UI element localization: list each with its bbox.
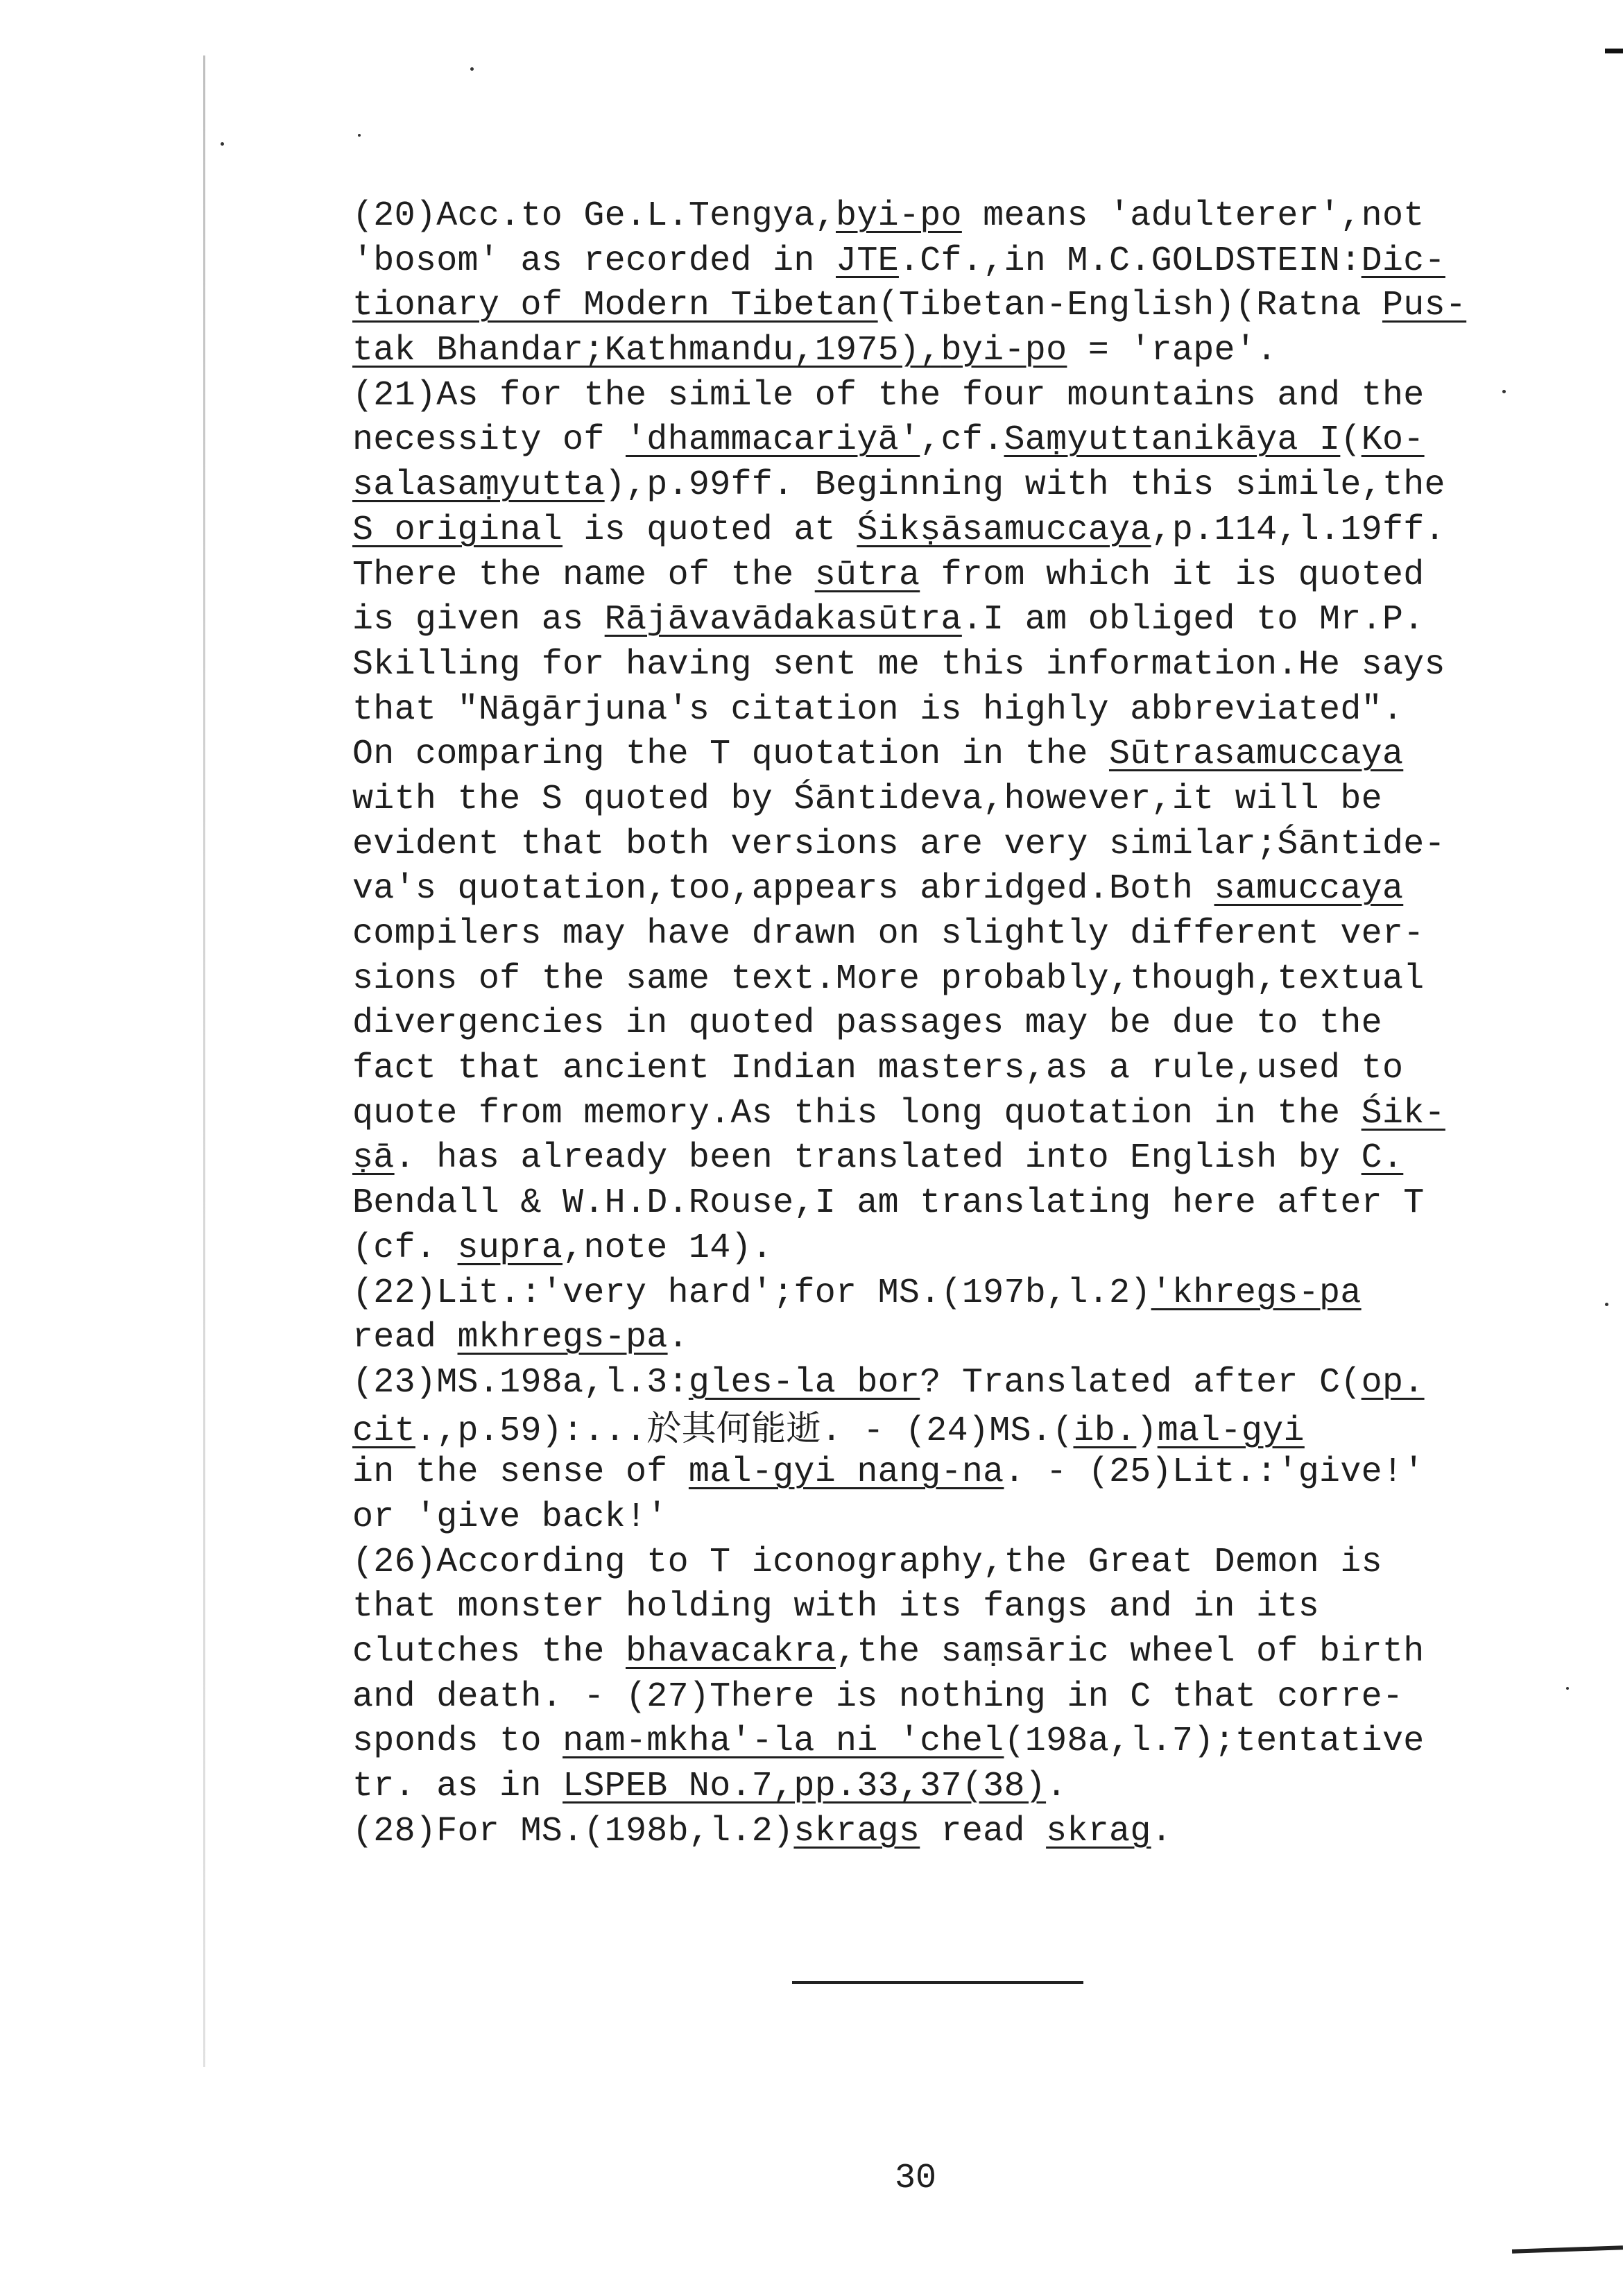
text-run: clutches the [352,1632,626,1672]
underlined-term: samuccaya [1214,869,1404,909]
text-run: (Tibetan-English)(Ratna [877,286,1382,326]
text-run: On comparing the T quotation in the [352,735,1109,775]
underlined-term: byi-po [941,331,1067,371]
end-rule [792,1981,1083,1984]
text-line [352,643,1573,688]
underlined-term: salasaṃyutta [352,465,605,506]
text-line [352,1675,1573,1720]
text-run: sions of the same text.More probably,though,textual [352,959,1425,999]
underlined-term: bhavacakra [625,1632,836,1672]
underlined-term: supra [457,1228,563,1268]
text-run: ) [1136,1411,1158,1451]
underlined-term: C. [1361,1138,1404,1179]
underlined-term: LSPEB No.7,pp.33,37(38) [563,1767,1047,1807]
underlined-term: ib. [1073,1411,1137,1451]
underlined-term: Saṃyuttanikāya I [1004,420,1341,461]
underlined-term: sūtra [814,555,920,595]
text-run: . [1151,1811,1172,1851]
text-run: . [667,1318,689,1358]
underlined-term: S original [352,510,563,550]
underlined-term: ṣā [352,1138,395,1179]
text-line [352,329,1573,374]
text-run: or 'give back!' [352,1497,668,1537]
text-run: is given as [352,600,605,640]
scan-speck [1605,1303,1608,1306]
text-run: quote from memory.As this long quotation in the [352,1093,1362,1133]
text-run: Skilling for having sent me this information.He says [352,644,1445,685]
text-line [352,598,1573,643]
text-run: ? Translated after C( [920,1362,1362,1403]
text-line [352,374,1573,419]
text-run: is quoted at [563,510,857,550]
text-line [352,1541,1573,1586]
text-run: .I am obliged to Mr.P. [961,600,1425,640]
text-line [352,1361,1573,1406]
underlined-term: Ko- [1361,420,1425,461]
underlined-term: cit [352,1411,415,1451]
text-run: that monster holding with its fangs and in its [352,1587,1320,1627]
underlined-term: skrag [1046,1811,1151,1851]
text-line [352,1226,1573,1271]
text-run: divergencies in quoted passages may be due to the [352,1004,1382,1044]
text-line [352,1765,1573,1810]
text-run: There the name of the [352,555,815,595]
text-line [352,1271,1573,1317]
text-run: (28)For MS.(198b,l.2) [352,1811,794,1851]
text-line [352,688,1573,733]
text-run: . - (24)MS.( [821,1411,1074,1451]
text-run: (23)MS.198a,l.3: [352,1362,689,1403]
text-line [352,1406,1573,1451]
text-line [352,1047,1573,1092]
text-line [352,463,1573,508]
text-line [352,508,1573,554]
text-run: ,p.114,l.19ff. [1151,510,1445,550]
underlined-term: byi-po [836,196,962,236]
text-run: (20)Acc.to Ge.L.Tengya, [352,196,836,236]
text-run: . [1046,1767,1067,1807]
underlined-term: Sūtrasamuccaya [1108,735,1404,775]
binding-edge-shadow [203,55,205,2067]
text-run: ),p.99ff. Beginning with this simile,the [604,465,1445,506]
text-run: read [920,1811,1047,1851]
text-line [352,733,1573,778]
text-run: ,cf. [920,420,1004,461]
page-number: 30 [895,2159,937,2198]
text-line [352,1585,1573,1630]
underlined-term: Pus- [1382,286,1467,326]
underlined-term: JTE [836,241,899,281]
text-line [352,1450,1573,1496]
scan-speck [470,67,474,71]
underlined-term: Dic- [1361,241,1445,281]
text-line [352,1002,1573,1047]
text-run: means 'adulterer',not [961,196,1425,236]
text-run: compilers may have drawn on slightly different ver- [352,914,1425,954]
text-line [352,867,1573,912]
underlined-term: skrags [793,1811,920,1851]
underlined-term: 'dhammacariyā' [625,420,920,461]
text-run: . has already been translated into English by [394,1138,1362,1179]
underlined-term: mal-gyi [1157,1411,1305,1451]
text-run: (cf. [352,1228,458,1268]
underlined-term: tionary of Modern Tibetan [352,286,878,326]
text-run: 'bosom' as recorded in [352,241,836,281]
text-run: (22)Lit.:'very hard';for MS.(197b,l.2) [352,1273,1151,1313]
chinese-quotation: 於其何能逝 [646,1407,821,1448]
text-run: in the sense of [352,1453,689,1493]
text-run: with the S quoted by Śāntideva,however,it will be [352,779,1382,819]
text-run: ( [1340,420,1362,461]
text-run: read [352,1318,458,1358]
text-run: and death. - (27)There is nothing in C that corre- [352,1677,1404,1717]
text-run: Bendall & W.H.D.Rouse,I am translating here after T [352,1183,1425,1224]
text-line [352,1136,1573,1181]
text-run: evident that both versions are very similar;Śāntide- [352,824,1445,864]
underlined-term: Śik- [1361,1093,1445,1133]
text-line [352,823,1573,868]
text-line [352,194,1573,239]
text-line [352,1810,1573,1855]
text-line [352,554,1573,599]
text-line [352,418,1573,463]
text-line [352,957,1573,1002]
text-run: ,note 14). [563,1228,773,1268]
text-run: .Cf.,in M.C.GOLDSTEIN: [898,241,1362,281]
text-line [352,1092,1573,1137]
text-run: sponds to [352,1722,563,1762]
underlined-term: mkhregs-pa [457,1318,668,1358]
text-run: from which it is quoted [920,555,1425,595]
text-line [352,1720,1573,1765]
text-run: fact that ancient Indian masters,as a rule,used to [352,1049,1404,1089]
text-line [352,1181,1573,1226]
scan-corner-smudge [1512,2245,1623,2254]
underlined-term: Śikṣāsamuccaya [857,510,1151,550]
footnotes-text [352,194,1573,1854]
underlined-term: tak Bhandar;Kathmandu,1975), [352,331,941,371]
text-line [352,912,1573,957]
text-run: = 'rape'. [1067,331,1278,371]
underlined-term: gles-la bor [688,1362,920,1403]
scan-corner-mark [1605,49,1623,53]
text-run: (198a,l.7);tentative [1004,1722,1425,1762]
underlined-term: Rājāvavādakasūtra [604,600,962,640]
text-run: (26)According to T iconography,the Great Demon is [352,1542,1382,1582]
text-line [352,1496,1573,1541]
text-line [352,778,1573,823]
underlined-term: op. [1361,1362,1425,1403]
text-line [352,239,1573,284]
text-run: ,the saṃsāric wheel of birth [836,1632,1425,1672]
scan-speck [221,142,224,146]
underlined-term: mal-gyi nang-na [688,1453,1004,1493]
scan-speck [358,134,361,137]
text-line [352,1630,1573,1675]
underlined-term: nam-mkha'-la ni 'chel [563,1722,1004,1762]
text-line [352,284,1573,329]
text-run: tr. as in [352,1767,563,1807]
underlined-term: 'khregs-pa [1151,1273,1362,1313]
text-line [352,1316,1573,1361]
text-run: va's quotation,too,appears abridged.Both [352,869,1214,909]
text-run: that "Nāgārjuna's citation is highly abbreviated". [352,689,1404,730]
text-run: . - (25)Lit.:'give!' [1004,1453,1425,1493]
text-run: necessity of [352,420,626,461]
text-run: (21)As for the simile of the four mountains and the [352,375,1425,415]
text-run: .,p.59):... [415,1411,647,1451]
